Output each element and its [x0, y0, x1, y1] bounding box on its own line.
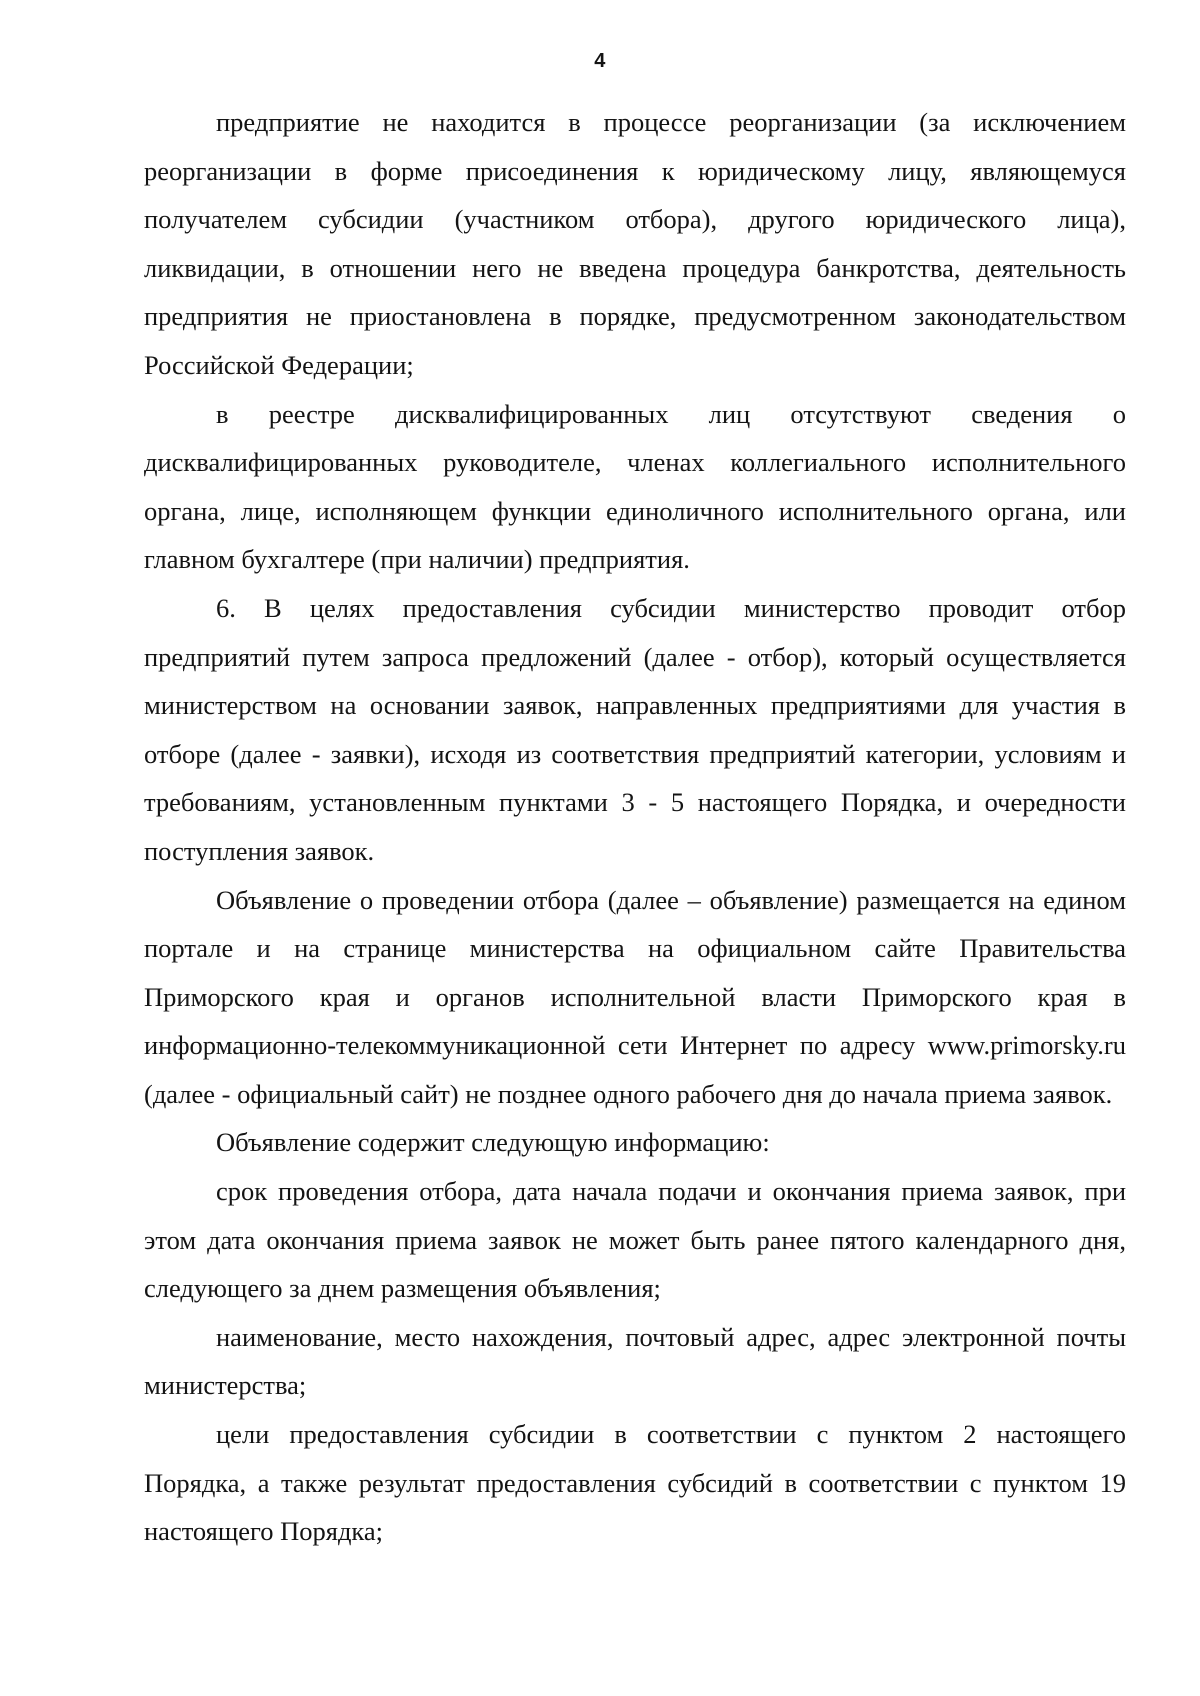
- paragraph-disqualified-persons: в реестре дисквалифицированных лиц отсутствуют сведения о дисквалифицированных руководителе, членах коллегиального исполнительного органа, лице, исполняющем функции единоличного исполнительного органа, или главном бухгалтере (при наличии) предприятия.: [144, 398, 1126, 575]
- page-number: 4: [594, 50, 606, 72]
- paragraph-item-6-selection: 6. В целях предоставления субсидии министерство проводит отбор предприятий путем запроса предложений (далее - отбор), который осуществляется министерством на основании заявок, направленных предприятиями для участия в отборе (далее - заявки), исходя из соответствия предприятий категории, условиям и требованиям, установленным пунктами 3 - 5 настоящего Порядка, и очередности поступления заявок.: [144, 592, 1126, 866]
- paragraph-announcement-contents-intro: Объявление содержит следующую информацию:: [216, 1127, 770, 1158]
- paragraph-selection-dates: срок проведения отбора, дата начала подачи и окончания приема заявок, при этом дата окончания приема заявок не может быть ранее пятого календарного дня, следующего за днем размещения объявления;: [144, 1176, 1126, 1304]
- paragraph-subsidy-goals: цели предоставления субсидии в соответствии с пунктом 2 настоящего Порядка, а также результат предоставления субсидий в соответствии с пунктом 19 настоящего Порядка;: [144, 1419, 1126, 1547]
- paragraph-announcement-placement: Объявление о проведении отбора (далее – объявление) размещается на едином портале и на странице министерства на официальном сайте Правительства Приморского края и органов исполнительной власти Приморского края в информационно-телекоммуникационной сети Интернет по адресу www.primorsky.ru (далее - официальный сайт) не позднее одного рабочего дня до начала приема заявок.: [144, 884, 1126, 1109]
- paragraph-reorganization-condition: предприятие не находится в процессе реорганизации (за исключением реорганизации в форме присоединения к юридическому лицу, являющемуся получателем субсидии (участником отбора), другого юридического лица), ликвидации, в отношении него не введена процедура банкротства, деятельность предприятия не приостановлена в порядке, предусмотренном законодательством Российской Федерации;: [144, 107, 1126, 380]
- document-body: [144, 98, 1126, 1556]
- paragraph-ministry-contacts: наименование, место нахождения, почтовый адрес, адрес электронной почты министерства;: [144, 1321, 1126, 1401]
